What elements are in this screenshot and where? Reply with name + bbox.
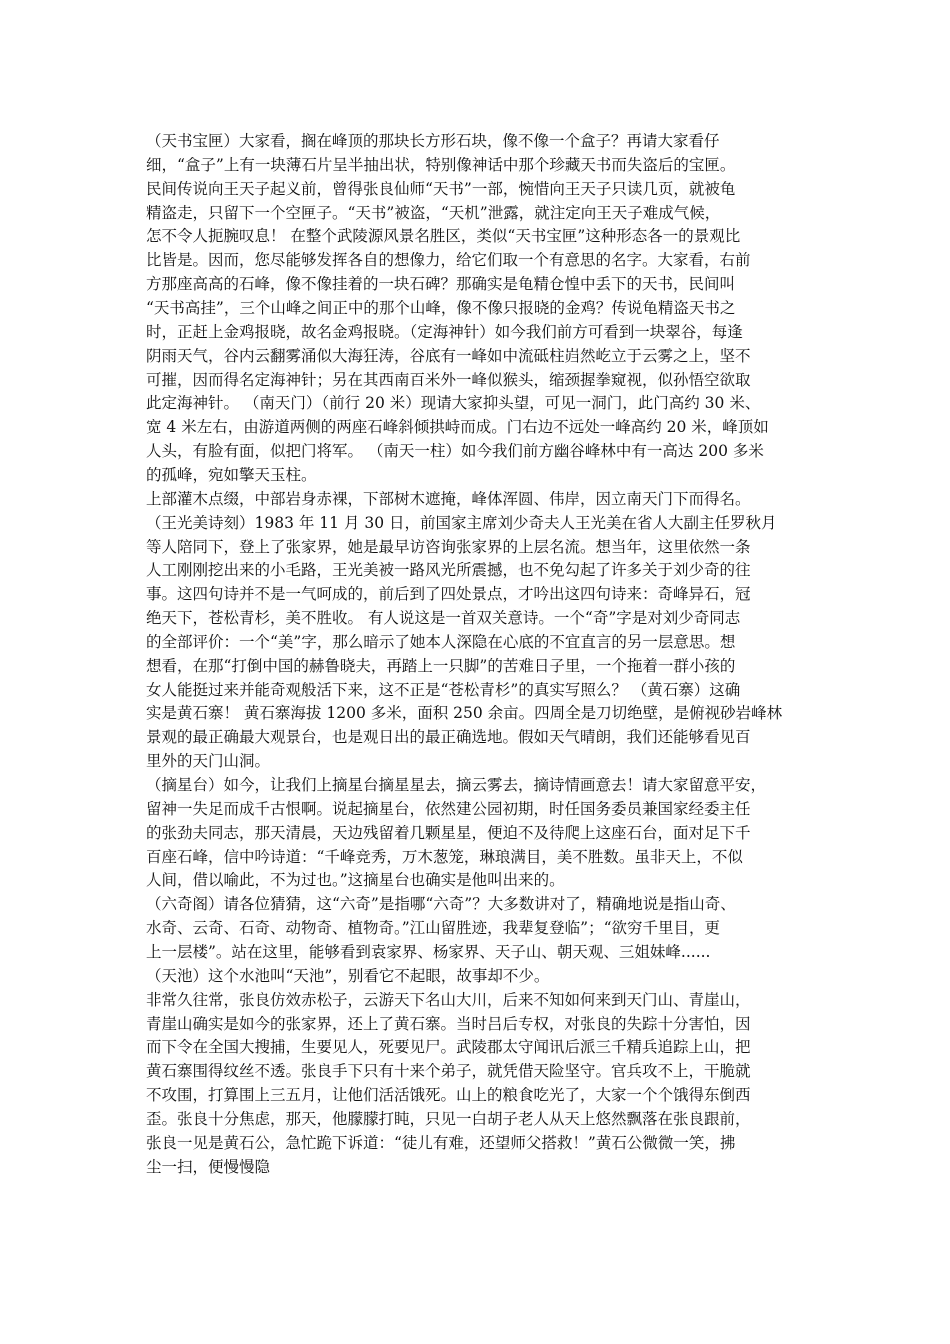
text-line: 非常久往常，张良仿效赤松子，云游天下名山大川，后来不知如何来到天门山、青崖山，	[146, 990, 751, 1009]
text-line: 阴雨天气，谷内云翻雾涌似大海狂涛，谷底有一峰如中流砥柱岿然屹立于云雾之上，坚不	[146, 346, 751, 365]
text-line: 歪。张良十分焦虑，那天，他朦朦打盹，只见一白胡子老人从天上悠然飘落在张良跟前，	[146, 1109, 751, 1128]
text-line: 民间传说向王天子起义前，曾得张良仙师“天书”一部，惋惜向王天子只读几页，就被龟	[146, 179, 736, 198]
text-line: （王光美诗刻）1983 年 11 月 30 日，前国家主席刘少奇夫人王光美在省人大副主任罗秋月	[146, 513, 777, 532]
text-line: “天书高挂”，三个山峰之间正中的那个山峰，像不像只报晓的金鸡？传说龟精盗天书之	[146, 299, 736, 317]
text-line: 景观的最正确最大观景台，也是观日出的最正确选地。假如天气晴朗，我们还能够看见百	[146, 728, 751, 747]
text-line: 里外的天门山洞。	[146, 752, 271, 771]
text-line: 上部灌木点缀，中部岩身赤裸，下部树木遮掩，峰体浑圆、伟岸，因立南天门下而得名。	[146, 489, 751, 508]
text-line: 青崖山确实是如今的张家界，还上了黄石寨。当时吕后专权，对张良的失踪十分害怕，因	[146, 1014, 751, 1033]
text-line: 百座石峰，信中吟诗道：“千峰竞秀，万木葱笼，琳琅满目，美不胜数。虽非天上，不似	[146, 847, 743, 866]
text-line: 张良一见是黄石公，急忙跪下诉道：“徒儿有难，还望师父搭救！”黄石公微微一笑，拂	[146, 1133, 736, 1152]
text-line: 上一层楼”。站在这里，能够看到袁家界、杨家界、天子山、朝天观、三姐妹峰......	[146, 942, 711, 961]
text-line: 实是黄石寨！ 黄石寨海拔 1200 多米，面积 250 余亩。四周全是刀切绝壁，是俯视砂岩峰林	[146, 704, 783, 723]
text-line: 想看，在那“打倒中国的赫鲁晓夫，再踏上一只脚”的苦难日子里，一个拖着一群小孩的	[146, 656, 736, 675]
text-line: 比皆是。因而，您尽能够发挥各自的想像力，给它们取一个有意思的名字。大家看，右前	[146, 251, 751, 270]
text-line: 的全部评价：一个“美”字，那么暗示了她本人深隐在心底的不宜直言的另一层意思。想	[146, 632, 736, 651]
text-line: 留神一失足而成千古恨啊。说起摘星台，依然建公园初期，时任国务委员兼国家经委主任	[146, 799, 751, 818]
text-line: 的孤峰，宛如擎天玉柱。	[146, 465, 317, 484]
text-line: 不攻围，打算围上三五月，让他们活活饿死。山上的粮食吃光了，大家一个个饿得东倒西	[146, 1086, 751, 1104]
text-line: 怎不令人扼腕叹息！ 在整个武陵源风景名胜区，类似“天书宝匣”这种形态各一的景观比	[146, 227, 741, 246]
text-line: 宽 4 米左右，由游道两侧的两座石峰斜倾拱峙而成。门右边不远处一峰高约 20 米，峰顶如	[146, 418, 769, 437]
text-line: 等人陪同下，登上了张家界，她是最早访咨询张家界的上层名流。想当年，这里依然一条	[146, 537, 751, 556]
text-line: 女人能挺过来并能奇观般活下来，这不正是“苍松青杉”的真实写照么？ （黄石寨）这确	[146, 680, 741, 699]
text-line: 此定海神针。 （南天门）（前行 20 米）现请大家抑头望，可见一洞门，此门高约 30 米、	[146, 394, 761, 413]
text-line: 人头，有脸有面，似把门将军。 （南天一柱）如今我们前方幽谷峰林中有一高达 200 多米	[146, 442, 764, 461]
text-line: 方那座高高的石峰，像不像挂着的一块石碑？那确实是龟精仓惶中丢下的天书，民间叫	[146, 275, 736, 294]
text-line: 人工刚刚挖出来的小毛路，王光美被一路风光所震撼，也不免勾起了许多关于刘少奇的往	[146, 561, 751, 580]
text-line: 精盗走，只留下一个空匣子。“天书”被盗，“天机”泄露，就注定向王天子难成气候，	[146, 203, 721, 222]
text-line: 细，“盒子”上有一块薄石片呈半抽出状，特别像神话中那个珍藏天书而失盗后的宝匣。	[146, 155, 736, 174]
text-line: 水奇、云奇、石奇、动物奇、植物奇。”江山留胜迹，我辈复登临”；“欲穷千里目，更	[146, 919, 721, 938]
text-line: （六奇阁）请各位猜猜，这“六奇”是指哪“六奇”？大多数讲对了，精确地说是指山奇、	[146, 895, 736, 914]
text-line: （摘星台）如今，让我们上摘星台摘星星去，摘云雾去，摘诗情画意去！请大家留意平安，	[146, 776, 767, 794]
text-line: （天池）这个水池叫“天池”，别看它不起眼，故事却不少。	[146, 966, 550, 985]
text-line: 绝天下，苍松青杉，美不胜收。 有人说这是一首双关意诗。一个“奇”字是对刘少奇同志	[146, 609, 741, 627]
text-line: 而下令在全国大搜捕，生要见人，死要见尸。武陵郡太守闻讯后派三千精兵追踪上山，把	[146, 1038, 751, 1057]
text-line: 可摧，因而得名定海神针；另在其西南百米外一峰似猴头，缩颈握拳窥视，似孙悟空欲取	[146, 370, 751, 389]
text-line: 事。这四句诗并不是一气呵成的，前后到了四处景点，才吟出这四句诗来：奇峰异石，冠	[146, 585, 751, 604]
text-line: （天书宝匣）大家看，搁在峰顶的那块长方形石块，像不像一个盒子？再请大家看仔	[146, 132, 720, 150]
text-line: 的张劲夫同志，那天清晨，天边残留着几颗星星，便迫不及待爬上这座石台，面对足下千	[146, 823, 751, 842]
text-line: 黄石寨围得纹丝不透。张良手下只有十来个弟子，就凭借天险坚守。官兵攻不上，干脆就	[146, 1062, 751, 1081]
text-line: 尘一扫，便慢慢隐	[146, 1157, 271, 1176]
text-line: 人间，借以喻此，不为过也。”这摘星台也确实是他叫出来的。	[146, 871, 565, 890]
text-line: 时，正赶上金鸡报晓，故名金鸡报晓。（定海神针）如今我们前方可看到一块翠谷，每逢	[146, 322, 743, 341]
